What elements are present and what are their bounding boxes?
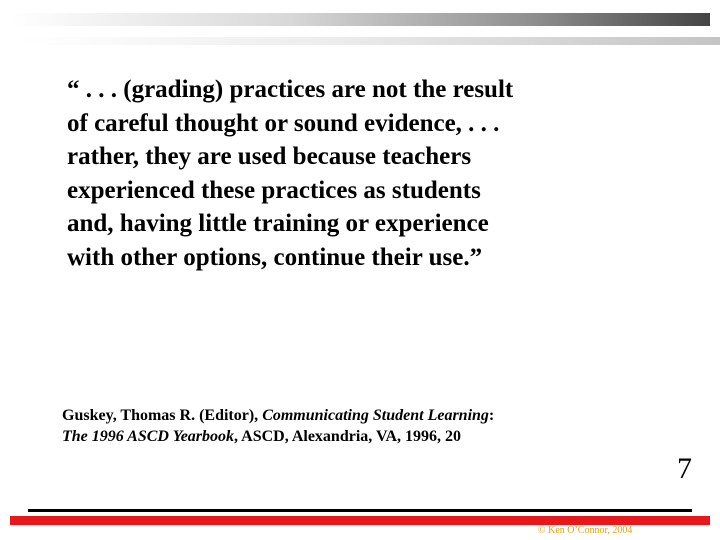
footer-rule-thin bbox=[28, 509, 692, 512]
citation-colon: : bbox=[488, 407, 495, 424]
citation bbox=[62, 405, 682, 447]
citation-author: Guskey, Thomas R. (Editor), bbox=[62, 407, 263, 424]
citation-line-1 bbox=[62, 405, 682, 426]
quote-line: rather, they are used because teachers bbox=[67, 143, 472, 170]
citation-line-2 bbox=[62, 426, 682, 447]
copyright-notice: © Ken O’Connor, 2004 bbox=[538, 525, 633, 536]
decorative-gradient-bar-second bbox=[20, 37, 720, 45]
quote-line: of careful thought or sound evidence, . . . bbox=[67, 109, 500, 137]
quote-line: “ . . . (grading) practices are not the result bbox=[67, 76, 514, 103]
citation-title: Communicating Student Learning bbox=[262, 407, 489, 424]
quote-text bbox=[67, 73, 627, 274]
quote-line: and, having little training or experience bbox=[67, 210, 489, 237]
quote-line: experienced these practices as students bbox=[67, 176, 481, 204]
citation-yearbook-title: The 1996 ASCD Yearbook bbox=[62, 428, 235, 445]
citation-publisher: , ASCD, Alexandria, VA, 1996, 20 bbox=[234, 428, 462, 445]
quote-line: with other options, continue their use.” bbox=[67, 243, 483, 271]
page-number: 7 bbox=[677, 452, 692, 485]
decorative-gradient-bar-top bbox=[10, 13, 710, 26]
